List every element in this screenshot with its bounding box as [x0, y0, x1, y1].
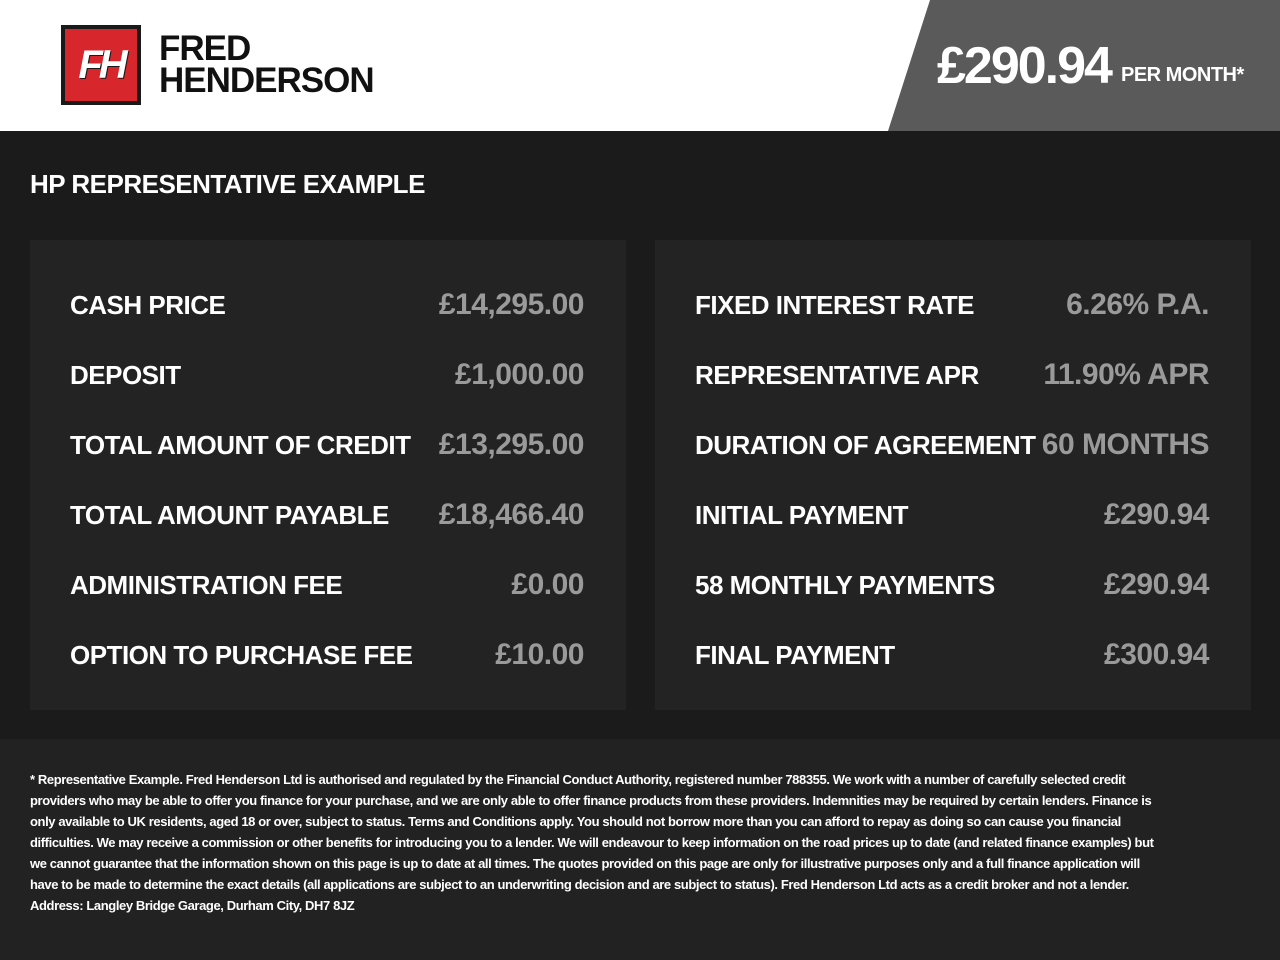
finance-row-cash-price	[70, 285, 584, 325]
row-value: £300.94	[1104, 638, 1209, 671]
finance-row-duration	[695, 425, 1209, 465]
monthly-suffix: PER MONTH*	[1121, 64, 1244, 86]
finance-row-final-payment	[695, 635, 1209, 675]
row-label: CASH PRICE	[70, 289, 226, 320]
row-value: 6.26% P.A.	[1066, 288, 1209, 321]
row-label: DURATION OF AGREEMENT	[695, 429, 1036, 460]
row-value: £10.00	[495, 638, 584, 671]
brand-logo[interactable]	[61, 25, 141, 105]
row-value: £290.94	[1104, 498, 1209, 531]
logo-mark	[65, 29, 137, 101]
row-value: £0.00	[511, 568, 584, 601]
finance-row-apr	[695, 355, 1209, 395]
monthly-amount: £290.94	[937, 37, 1111, 95]
row-value: £14,295.00	[438, 288, 584, 321]
logo-letters: FH	[78, 42, 124, 87]
brand-name	[159, 29, 374, 100]
row-label: INITIAL PAYMENT	[695, 499, 909, 530]
finance-row-total-payable	[70, 495, 584, 535]
row-label: OPTION TO PURCHASE FEE	[70, 639, 413, 670]
finance-row-initial-payment	[695, 495, 1209, 535]
row-value: £290.94	[1104, 568, 1209, 601]
row-value: 11.90% APR	[1043, 358, 1209, 391]
finance-row-monthly-payments	[695, 565, 1209, 605]
finance-panel-right	[655, 240, 1251, 710]
row-label: ADMINISTRATION FEE	[70, 569, 343, 600]
row-label: TOTAL AMOUNT OF CREDIT	[70, 429, 411, 460]
row-label: 58 MONTHLY PAYMENTS	[695, 569, 995, 600]
finance-row-admin-fee	[70, 565, 584, 605]
brand-name-line2: HENDERSON	[159, 61, 374, 100]
row-label: FINAL PAYMENT	[695, 639, 895, 670]
finance-panel-left	[30, 240, 626, 710]
section-title: HP REPRESENTATIVE EXAMPLE	[30, 169, 425, 199]
row-label: FIXED INTEREST RATE	[695, 289, 974, 320]
finance-row-purchase-fee	[70, 635, 584, 675]
finance-row-total-credit	[70, 425, 584, 465]
finance-example-section	[0, 131, 1280, 739]
row-value: £18,466.40	[438, 498, 584, 531]
row-value: £1,000.00	[455, 358, 584, 391]
disclaimer-text: * Representative Example. Fred Henderson Ltd is authorised and regulated by the Financial Conduct Authority, registered number 788355. We work with a number of carefully selected credit providers who may be able to offer you finance for your purchase, and we are only able to offer finance products from these providers. Indemnities may be required by certain lenders. Finance is only available to UK residents, aged 18 or over, subject to status. Terms and Conditions apply. You should not borrow more than you can afford to repay as doing so can cause you financial difficulties. We may receive a commission or other benefits for introducing you to a lender. We will endeavour to keep information on the road prices up to date (and related finance examples) but we cannot guarantee that the information shown on this page is up to date at all times. The quotes provided on this page are only for illustrative purposes only and a full finance application will have to be made to determine the exact details (all applications are subject to an underwriting decision and are subject to status). Fred Henderson Ltd acts as a credit broker and not a lender. Address: Langley Bridge Garage, Durham City, DH7 8JZ	[30, 772, 1154, 913]
row-label: DEPOSIT	[70, 359, 181, 390]
row-value: 60 MONTHS	[1041, 428, 1209, 461]
row-label: REPRESENTATIVE APR	[695, 359, 979, 390]
header	[0, 0, 1280, 131]
footer	[0, 739, 1280, 960]
row-value: £13,295.00	[438, 428, 584, 461]
finance-row-deposit	[70, 355, 584, 395]
finance-row-interest-rate	[695, 285, 1209, 325]
row-label: TOTAL AMOUNT PAYABLE	[70, 499, 389, 530]
brand-name-line1: FRED	[159, 29, 251, 68]
